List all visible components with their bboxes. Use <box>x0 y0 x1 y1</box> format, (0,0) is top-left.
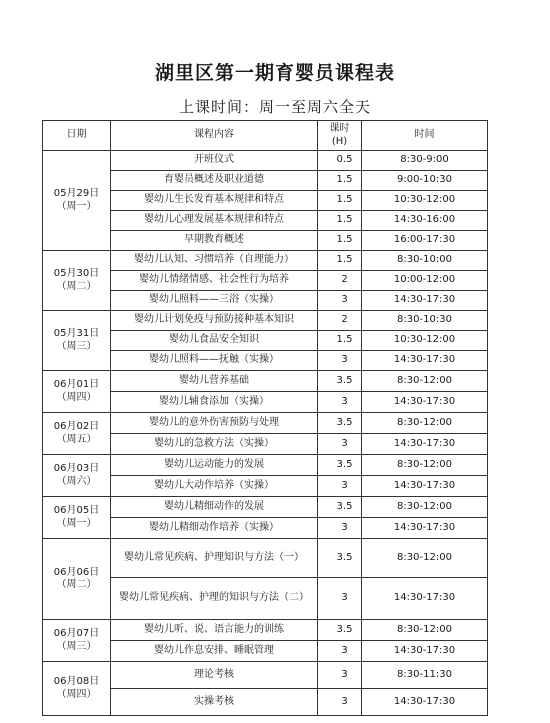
course-hours: 3.5 <box>318 455 362 476</box>
course-hours: 1.5 <box>318 191 362 211</box>
course-time: 14:30-17:30 <box>362 351 488 371</box>
course-time: 8:30-10:30 <box>362 311 488 331</box>
course-time: 14:30-17:30 <box>362 578 488 620</box>
course-hours: 2 <box>318 271 362 291</box>
course-content: 婴幼儿情绪情感、社会性行为培养 <box>111 271 318 291</box>
table-row <box>43 371 488 392</box>
date-cell <box>43 311 111 371</box>
course-content: 婴幼儿的意外伤害预防与处理 <box>111 413 318 434</box>
header-row <box>43 121 488 151</box>
weekday-label: （周一） <box>56 200 97 212</box>
course-time: 8:30-12:00 <box>362 371 488 392</box>
course-hours: 3.5 <box>318 539 362 578</box>
date-label: 05月31日 <box>53 328 100 339</box>
course-time: 8:30-9:00 <box>362 151 488 171</box>
course-hours: 3 <box>318 392 362 413</box>
weekday-label: （周四） <box>56 391 97 403</box>
course-time: 14:30-17:30 <box>362 434 488 455</box>
course-time: 14:30-17:30 <box>362 476 488 497</box>
table-row <box>43 620 488 641</box>
course-content: 婴幼儿心理发展基本规律和特点 <box>111 211 318 231</box>
course-time: 16:00-17:30 <box>362 231 488 251</box>
table-row <box>43 455 488 476</box>
course-hours: 1.5 <box>318 231 362 251</box>
course-hours: 3 <box>318 476 362 497</box>
weekday-label: （周一） <box>56 517 97 529</box>
course-content: 婴幼儿照料——三浴（实操） <box>111 291 318 311</box>
course-hours: 2 <box>318 311 362 331</box>
weekday-label: （周三） <box>56 640 97 652</box>
table-row <box>43 413 488 434</box>
header-date: 日期 <box>43 121 111 151</box>
header-hours <box>318 121 362 151</box>
course-time: 14:30-17:30 <box>362 291 488 311</box>
date-cell <box>43 371 111 413</box>
course-content: 婴幼儿听、说、语言能力的训练 <box>111 620 318 641</box>
course-hours: 3.5 <box>318 413 362 434</box>
course-time: 10:30-12:00 <box>362 191 488 211</box>
course-content: 婴幼儿生长发育基本规律和特点 <box>111 191 318 211</box>
course-hours: 3.5 <box>318 497 362 518</box>
schedule-table <box>42 120 488 716</box>
date-label: 06月06日 <box>53 566 100 578</box>
weekday-label: （周三） <box>56 340 97 352</box>
table-row <box>43 497 488 518</box>
course-hours: 3 <box>318 434 362 455</box>
course-time: 8:30-11:30 <box>362 662 488 689</box>
weekday-label: （周五） <box>56 433 97 445</box>
course-hours: 3.5 <box>318 620 362 641</box>
course-hours: 3 <box>318 351 362 371</box>
table-row <box>43 151 488 171</box>
table-row <box>43 662 488 689</box>
course-hours: 3 <box>318 518 362 539</box>
date-cell <box>43 497 111 539</box>
course-content: 婴幼儿计划免疫与预防接种基本知识 <box>111 311 318 331</box>
table-row <box>43 251 488 271</box>
date-label: 06月01日 <box>53 379 100 390</box>
date-cell <box>43 455 111 497</box>
weekday-label: （周四） <box>56 688 97 700</box>
course-content: 婴幼儿的急救方法（实操） <box>111 434 318 455</box>
schedule-body <box>43 151 488 716</box>
date-label: 05月30日 <box>53 268 100 279</box>
course-content: 婴幼儿精细动作的发展 <box>111 497 318 518</box>
course-time: 14:30-17:30 <box>362 641 488 662</box>
page-subtitle: 上课时间：周一至周六全天 <box>178 98 371 116</box>
course-hours: 0.5 <box>318 151 362 171</box>
course-hours: 3 <box>318 641 362 662</box>
page-title: 湖里区第一期育婴员课程表 <box>154 62 395 84</box>
weekday-label: （周二） <box>56 579 97 590</box>
course-time: 14:30-17:30 <box>362 518 488 539</box>
course-time: 10:30-12:00 <box>362 331 488 351</box>
course-content: 婴幼儿营养基础 <box>111 371 318 392</box>
date-label: 05月29日 <box>53 188 100 199</box>
course-content: 开班仪式 <box>111 151 318 171</box>
date-label: 06月07日 <box>53 628 100 639</box>
course-content: 婴幼儿辅食添加（实操） <box>111 392 318 413</box>
course-time: 8:30-12:00 <box>362 455 488 476</box>
course-content: 早期教育概述 <box>111 231 318 251</box>
header-content: 课程内容 <box>111 121 318 151</box>
course-hours: 3 <box>318 662 362 689</box>
date-cell <box>43 662 111 716</box>
table-row <box>43 311 488 331</box>
course-hours: 3 <box>318 291 362 311</box>
date-label: 06月02日 <box>53 421 100 432</box>
header-hours-label: 课时 <box>329 123 350 134</box>
date-cell <box>43 413 111 455</box>
date-label: 06月03日 <box>53 463 100 474</box>
course-time: 9:00-10:30 <box>362 171 488 191</box>
date-cell <box>43 151 111 251</box>
course-hours: 1.5 <box>318 211 362 231</box>
course-hours: 1.5 <box>318 331 362 351</box>
course-content: 实操考核 <box>111 689 318 716</box>
table-row <box>43 539 488 578</box>
course-time: 8:30-10:00 <box>362 251 488 271</box>
course-content: 婴幼儿精细动作培养（实操） <box>111 518 318 539</box>
course-content: 婴幼儿大动作培养（实操） <box>111 476 318 497</box>
course-hours: 3 <box>318 578 362 620</box>
date-cell <box>43 620 111 662</box>
weekday-label: （周六） <box>56 475 97 487</box>
course-content: 婴幼儿作息安排、睡眠管理 <box>111 641 318 662</box>
course-time: 14:30-17:30 <box>362 392 488 413</box>
course-content: 婴幼儿常见疾病、护理的知识与方法（二） <box>111 578 318 620</box>
header-hours-unit: (H) <box>331 135 348 147</box>
course-content: 育婴员概述及职业道德 <box>111 171 318 191</box>
course-hours: 3.5 <box>318 371 362 392</box>
course-content: 婴幼儿食品安全知识 <box>111 331 318 351</box>
header-time: 时间 <box>362 121 488 151</box>
date-label: 06月08日 <box>53 676 100 687</box>
course-content: 婴幼儿常见疾病、护理知识与方法（一） <box>111 539 318 578</box>
course-content: 理论考核 <box>111 662 318 689</box>
course-time: 10:00-12:00 <box>362 271 488 291</box>
course-time: 8:30-12:00 <box>362 620 488 641</box>
course-time: 8:30-12:00 <box>362 413 488 434</box>
course-content: 婴幼儿照料——抚触（实操） <box>111 351 318 371</box>
course-hours: 1.5 <box>318 171 362 191</box>
weekday-label: （周二） <box>56 280 97 292</box>
course-time: 14:30-17:30 <box>362 689 488 716</box>
course-time: 8:30-12:00 <box>362 539 488 578</box>
date-label: 06月05日 <box>53 505 100 516</box>
date-cell <box>43 539 111 620</box>
course-content: 婴幼儿认知、习惯培养（自理能力） <box>111 251 318 271</box>
course-time: 8:30-12:00 <box>362 497 488 518</box>
course-hours: 3 <box>318 689 362 716</box>
date-cell <box>43 251 111 311</box>
course-time: 14:30-16:00 <box>362 211 488 231</box>
course-content: 婴幼儿运动能力的发展 <box>111 455 318 476</box>
course-hours: 1.5 <box>318 251 362 271</box>
